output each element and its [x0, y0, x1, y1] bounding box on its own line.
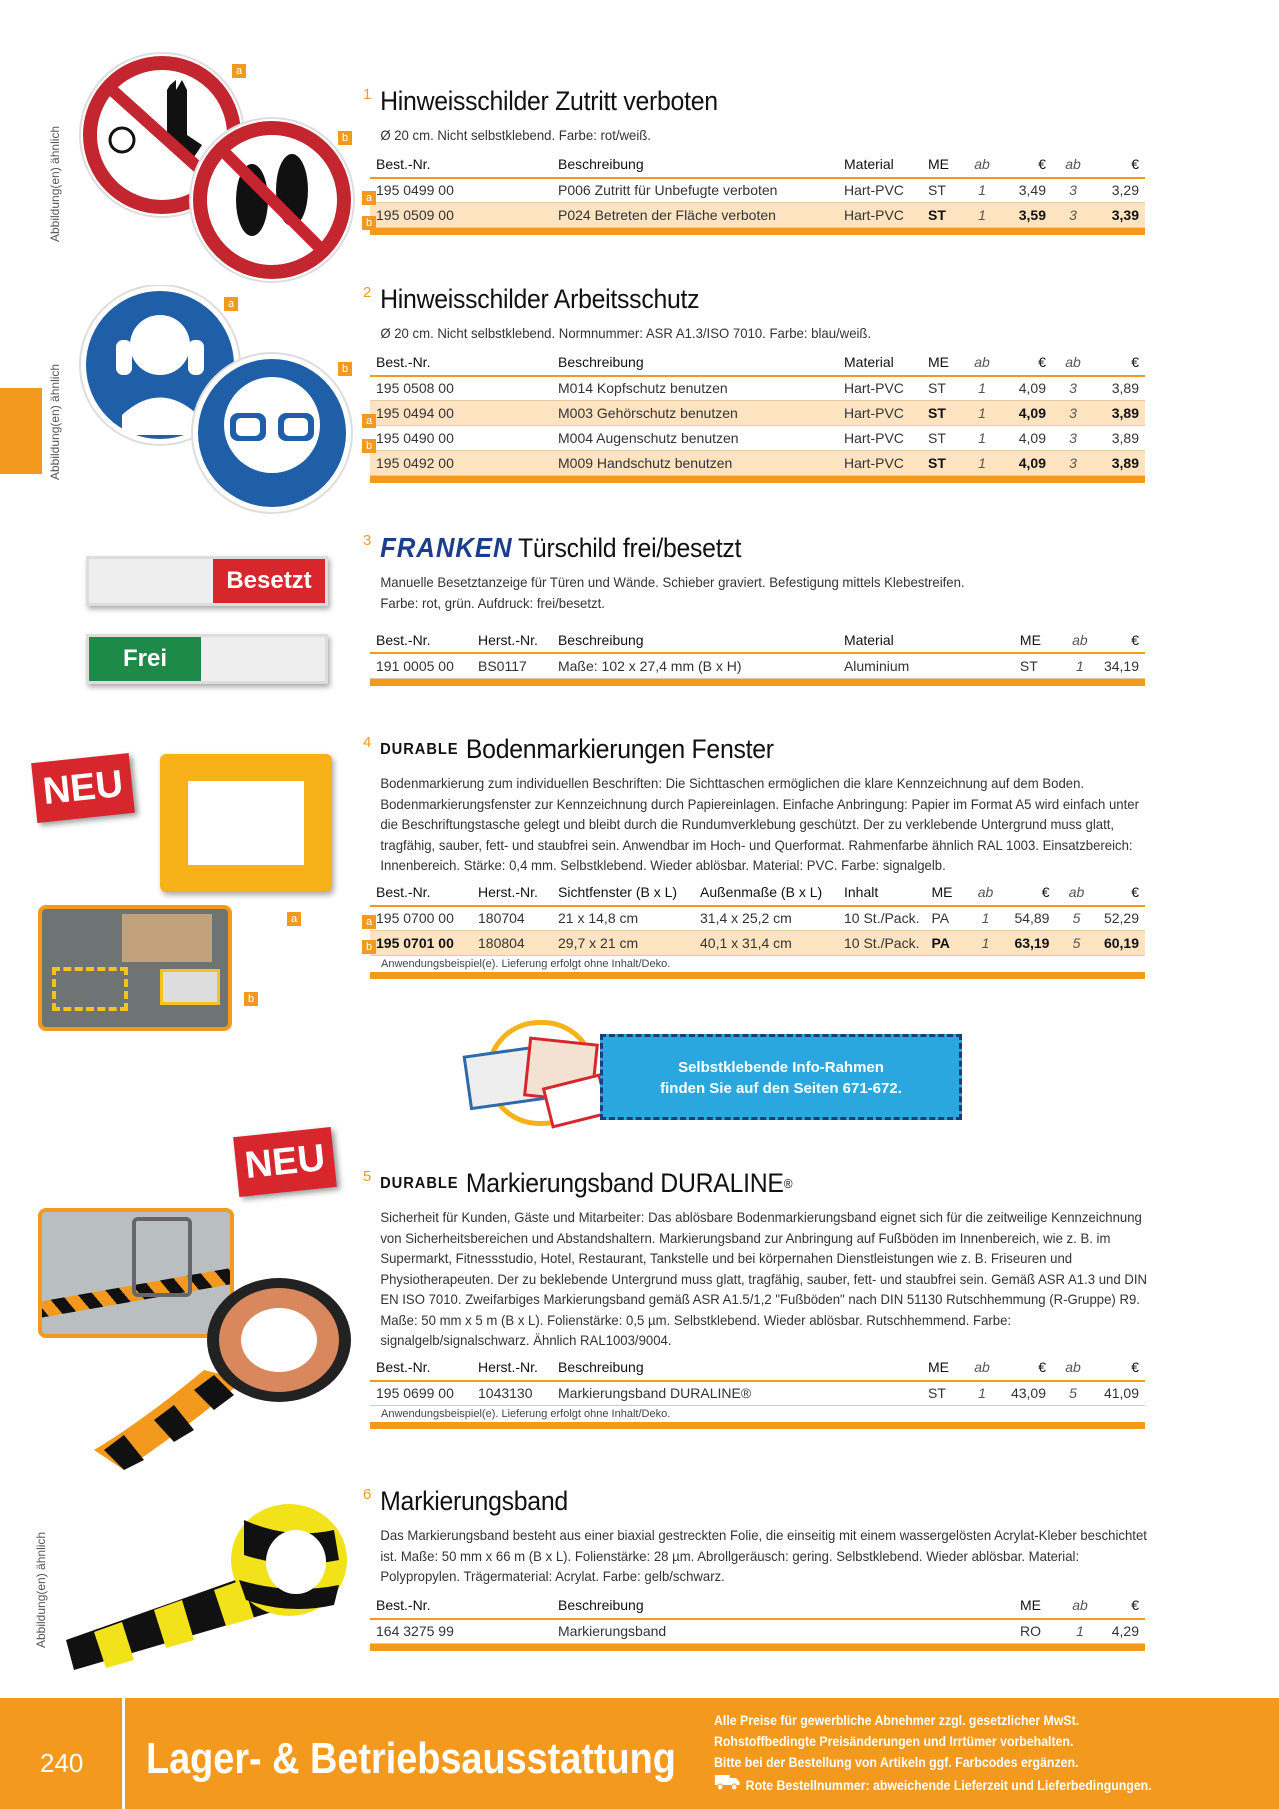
info-box-line1: Selbstklebende Info-Rahmen [678, 1059, 884, 1076]
unit: PA [925, 931, 965, 956]
col-header: Best.-Nr. [370, 350, 552, 376]
product-table [370, 1593, 1145, 1645]
col-header: Herst.-Nr. [472, 880, 552, 906]
door-sign-free [86, 634, 328, 684]
order-number: 195 0508 00 [370, 376, 552, 401]
content: 10 St./Pack. [838, 906, 925, 931]
col-header: ab [1052, 152, 1094, 178]
info-box[interactable] [600, 1034, 962, 1120]
price: 3,59 [1002, 203, 1052, 228]
col-header: € [1002, 1355, 1052, 1381]
price: 3,89 [1094, 401, 1145, 426]
col-header: € [1098, 627, 1145, 653]
col-header: ab [962, 152, 1002, 178]
price: 41,09 [1094, 1381, 1145, 1406]
description: P006 Zutritt für Unbefugte verboten [552, 178, 838, 203]
min-qty: 3 [1052, 376, 1094, 401]
col-header: ME [1014, 1593, 1062, 1619]
price: 3,39 [1094, 203, 1145, 228]
min-qty: 3 [1052, 426, 1094, 451]
section-divider [370, 972, 1145, 979]
unit: RO [1014, 1619, 1062, 1644]
col-header: Best.-Nr. [370, 1593, 552, 1619]
col-header: € [1094, 1355, 1145, 1381]
description: Markierungsband DURALINE® [552, 1381, 922, 1406]
min-qty: 3 [1052, 451, 1094, 476]
product-table [370, 1355, 1145, 1407]
side-label-2: Abbildung(en) ähnlich [48, 363, 62, 480]
section-number: 3 [363, 532, 372, 549]
price: 63,19 [1005, 931, 1055, 956]
row-tag: b [362, 439, 376, 453]
section-2 [363, 284, 1145, 483]
unit: ST [922, 178, 962, 203]
col-header: Herst.-Nr. [472, 1355, 552, 1381]
unit: ST [922, 426, 962, 451]
material: Hart-PVC [838, 451, 922, 476]
description: M009 Handschutz benutzen [552, 451, 838, 476]
mandatory-signs-image [72, 285, 362, 520]
col-header: € [1002, 152, 1052, 178]
section-title: Bodenmarkierungen Fenster [465, 734, 774, 764]
price: 3,49 [1002, 178, 1052, 203]
section-number: 1 [363, 86, 372, 103]
manufacturer-number: 180704 [472, 906, 552, 931]
col-header: Beschreibung [552, 627, 838, 653]
row-tag: a [362, 915, 376, 929]
badge-a: a [287, 912, 301, 926]
window-size: 29,7 x 21 cm [552, 931, 694, 956]
order-number: 191 0005 00 [370, 653, 472, 678]
price: 34,19 [1098, 653, 1145, 678]
product-table [370, 627, 1145, 679]
chapter-title: Lager- & Betriebsausstattung [146, 1734, 676, 1783]
manufacturer-number: 180804 [472, 931, 552, 956]
table-row[interactable] [370, 426, 1145, 451]
order-number: 195 0700 00 [370, 906, 472, 931]
section-title: Hinweisschilder Zutritt verboten [380, 86, 718, 116]
col-header: € [1094, 152, 1145, 178]
material: Hart-PVC [838, 426, 922, 451]
section-description: Das Markierungsband besteht aus einer biaxial gestreckten Folie, die einseitig mit einem wassergelösten Acrylat-Kleber beschichtet ist. Maße: 50 mm x 66 m (B x L). Folienstärke: 28 µm. Abrollgeräusch: gering. Selbstklebend. Wieder ablösbar. Material: Polypropylen. Trägermaterial: Acrylat. Farbe: gelb/schwarz. [380, 1527, 1147, 1584]
page-footer [0, 1698, 1279, 1809]
outer-size: 31,4 x 25,2 cm [694, 906, 838, 931]
col-header: Material [838, 350, 922, 376]
badge-a: a [232, 64, 246, 78]
info-frames-image [466, 1020, 616, 1126]
chapter-tab[interactable] [0, 388, 42, 474]
order-number: 195 0499 00 [370, 178, 552, 203]
table-row[interactable] [370, 401, 1145, 426]
section-note: Anwendungsbeispiel(e). Lieferung erfolgt ohne Inhalt/Deko. [381, 958, 671, 970]
section-note: Anwendungsbeispiel(e). Lieferung erfolgt ohne Inhalt/Deko. [381, 1408, 671, 1420]
table-row[interactable] [370, 906, 1145, 931]
description: Markierungsband [552, 1619, 1014, 1644]
section-title: Markierungsband [380, 1486, 568, 1516]
min-qty: 1 [1062, 1619, 1098, 1644]
order-number: 195 0701 00 [370, 931, 472, 956]
col-header: ab [962, 350, 1002, 376]
row-tag: b [362, 216, 376, 230]
col-header: Beschreibung [552, 152, 838, 178]
table-row[interactable] [370, 376, 1145, 401]
section-description: Sicherheit für Kunden, Gäste und Mitarbeiter: Das ablösbare Bodenmarkierungsband eignet sich für die zeitweilige Kennzeichnung von Sicherheitsbereichen und Abstandshaltern. Markierungsband zur Anbringung auf Fußböden im Innenbereich, wie z. B. im Supermarkt, Fitnessstudio, Hotel, Restaurant, Tankstelle und bei körpernahen Dienstleistungen wie z. B. Friseuren und Physiotherapeuten. Der zu beklebende Untergrund muss glatt, tragfähig, sauber, fett- und staubfrei sein. Gemäß ASR A1.3 und DIN EN ISO 7010. Zweifarbiges Markierungsband gemäß ASR A1.5/1,2 "Fußböden" nach DIN 51130 Rutschhemmung (R-Gruppe) R9. Maße: 50 mm x 5 m (B x L). Folienstärke: 0,5 µm. Selbstklebend. Wieder ablösbar. Rutschhemmend. Farbe: signalgelb/signalschwarz. Ähnlich RAL1003/9004. [380, 1209, 1147, 1348]
col-header: Best.-Nr. [370, 152, 552, 178]
price: 4,09 [1002, 401, 1052, 426]
col-header: Best.-Nr. [370, 880, 472, 906]
material: Aluminium [838, 653, 1014, 678]
col-header: € [1094, 350, 1145, 376]
footer-note: Alle Preise für gewerbliche Abnehmer zzgl. gesetzlicher MwSt. [714, 1712, 1080, 1728]
col-header: Beschreibung [552, 1593, 1014, 1619]
door-sign-busy-label: Besetzt [213, 559, 325, 603]
price: 52,29 [1097, 906, 1145, 931]
min-qty: 5 [1055, 931, 1097, 956]
neu-badge: NEU [233, 1127, 337, 1197]
col-header: ab [962, 1355, 1002, 1381]
price: 4,09 [1002, 426, 1052, 451]
col-header: € [1005, 880, 1055, 906]
neu-badge: NEU [31, 753, 135, 823]
price: 3,29 [1094, 178, 1145, 203]
section-description: Ø 20 cm. Nicht selbstklebend. Normnummer: ASR A1.3/ISO 7010. Farbe: blau/weiß. [380, 325, 872, 341]
min-qty: 1 [965, 931, 1005, 956]
col-header: ab [1062, 1593, 1098, 1619]
col-header: € [1097, 880, 1145, 906]
section-divider [370, 679, 1145, 686]
truck-icon [714, 1773, 740, 1797]
order-number: 195 0699 00 [370, 1381, 472, 1406]
min-qty: 5 [1055, 906, 1097, 931]
price: 3,89 [1094, 451, 1145, 476]
section-description: Bodenmarkierung zum individuellen Beschriften: Die Sichttaschen ermöglichen die klare Kennzeichnung auf dem Boden. Bodenmarkierungsfenster zur Kennzeichnung durch Papiereinlagen. Einfache Anbringung: Papier im Format A5 wird einfach unter die Beschriftungstasche gelegt und bleibt durch die Rundumverklebung geschützt. Der zu verklebende Untergrund muss glatt, tragfähig, sauber, fett- und staubfrei sein. Anwendbar im Hoch- und Querformat. Rahmenfarbe ähnlich RAL 1003. Einsatzbereich: Innenbereich. Stärke: 0,4 mm. Selbstklebend. Wieder ablösbar. Material: PVC. Farbe: signalgelb. [380, 775, 1139, 873]
price: 60,19 [1097, 931, 1145, 956]
door-sign-busy [86, 556, 328, 606]
section-divider [370, 476, 1145, 483]
unit: PA [925, 906, 965, 931]
table-row[interactable] [370, 931, 1145, 956]
table-row[interactable] [370, 451, 1145, 476]
outer-size: 40,1 x 31,4 cm [694, 931, 838, 956]
min-qty: 1 [962, 1381, 1002, 1406]
col-header: ab [1052, 1355, 1094, 1381]
price: 3,89 [1094, 376, 1145, 401]
table-row[interactable] [370, 1381, 1145, 1406]
brand-logo-durable: DURABLE [380, 740, 459, 758]
row-tag: a [362, 414, 376, 428]
unit: ST [922, 451, 962, 476]
col-header: ab [1062, 627, 1098, 653]
min-qty: 5 [1052, 1381, 1094, 1406]
order-number: 164 3275 99 [370, 1619, 552, 1644]
info-box-line2: finden Sie auf den Seiten 671-672. [660, 1080, 902, 1097]
section-title: Markierungsband DURALINE [465, 1168, 784, 1198]
unit: ST [922, 203, 962, 228]
table-row[interactable] [370, 178, 1145, 203]
col-header: ME [925, 880, 965, 906]
manufacturer-number: BS0117 [472, 653, 552, 678]
col-header: Inhalt [838, 880, 925, 906]
material: Hart-PVC [838, 203, 922, 228]
duraline-tape-roll [84, 1270, 354, 1470]
order-number: 195 0490 00 [370, 426, 552, 451]
badge-b: b [338, 362, 352, 376]
price: 43,09 [1002, 1381, 1052, 1406]
section-number: 6 [363, 1486, 372, 1503]
registered-mark: ® [783, 1176, 793, 1191]
col-header: ME [1014, 627, 1062, 653]
footer-note: Rote Bestellnummer: abweichende Lieferzeit und Lieferbedingungen. [745, 1776, 1152, 1793]
description: M003 Gehörschutz benutzen [552, 401, 838, 426]
col-header: Material [838, 152, 922, 178]
section-description: Manuelle Besetztanzeige für Türen und Wände. Schieber graviert. Befestigung mittels Klebestreifen. Farbe: rot, grün. Aufdruck: frei/besetzt. [380, 574, 965, 611]
section-5 [363, 1168, 1147, 1429]
min-qty: 1 [965, 906, 1005, 931]
col-header: Beschreibung [552, 1355, 922, 1381]
price: 4,09 [1002, 376, 1052, 401]
section-number: 5 [363, 1168, 372, 1185]
row-tag: a [362, 191, 376, 205]
marking-tape-roll [64, 1500, 354, 1670]
unit: ST [922, 376, 962, 401]
col-header: € [1002, 350, 1052, 376]
product-table [370, 880, 1145, 957]
col-header: ME [922, 350, 962, 376]
material: Hart-PVC [838, 401, 922, 426]
col-header: ab [1052, 350, 1094, 376]
col-header: Best.-Nr. [370, 627, 472, 653]
section-description: Ø 20 cm. Nicht selbstklebend. Farbe: rot/weiß. [380, 127, 651, 143]
floor-marker-photo [38, 905, 232, 1031]
badge-a: a [224, 297, 238, 311]
sign-no-step [190, 118, 354, 282]
footer-note: Bitte bei der Bestellung von Artikeln ggf. Farbcodes ergänzen. [714, 1754, 1079, 1770]
description: P024 Betreten der Fläche verboten [552, 203, 838, 228]
description: Maße: 102 x 27,4 mm (B x H) [552, 653, 838, 678]
prohibition-signs-image [72, 50, 362, 285]
price: 4,29 [1098, 1619, 1145, 1644]
material: Hart-PVC [838, 178, 922, 203]
order-number: 195 0492 00 [370, 451, 552, 476]
section-1 [363, 86, 1145, 235]
table-row[interactable] [370, 203, 1145, 228]
footer-divider [122, 1698, 125, 1809]
unit: ST [922, 1381, 962, 1406]
table-row[interactable] [370, 1619, 1145, 1644]
section-divider [370, 1422, 1145, 1429]
col-header: Beschreibung [552, 350, 838, 376]
unit: ST [922, 401, 962, 426]
price: 3,89 [1094, 426, 1145, 451]
col-header: € [1098, 1593, 1145, 1619]
badge-b: b [244, 992, 258, 1006]
footer-note: Rohstoffbedingte Preisänderungen und Irrtümer vorbehalten. [714, 1733, 1074, 1749]
section-title: Hinweisschilder Arbeitsschutz [380, 284, 700, 314]
col-header: Außenmaße (B x L) [694, 880, 838, 906]
min-qty: 1 [962, 426, 1002, 451]
brand-logo-durable: DURABLE [380, 1174, 459, 1192]
side-label-3: Abbildung(en) ähnlich [34, 1531, 48, 1648]
unit: ST [1014, 653, 1062, 678]
material: Hart-PVC [838, 376, 922, 401]
min-qty: 1 [962, 451, 1002, 476]
col-header: Herst.-Nr. [472, 627, 552, 653]
section-4 [363, 734, 1145, 979]
description: M014 Kopfschutz benutzen [552, 376, 838, 401]
col-header: ab [965, 880, 1005, 906]
min-qty: 3 [1052, 203, 1094, 228]
price: 4,09 [1002, 451, 1052, 476]
door-sign-free-label: Frei [89, 637, 201, 681]
order-number: 195 0494 00 [370, 401, 552, 426]
col-header: ab [1055, 880, 1097, 906]
page-number: 240 [40, 1748, 84, 1778]
min-qty: 3 [1052, 178, 1094, 203]
min-qty: 3 [1052, 401, 1094, 426]
manufacturer-number: 1043130 [472, 1381, 552, 1406]
product-table [370, 350, 1145, 477]
min-qty: 1 [962, 401, 1002, 426]
floor-marker-window [160, 754, 332, 892]
col-header: Best.-Nr. [370, 1355, 472, 1381]
price: 54,89 [1005, 906, 1055, 931]
section-divider [370, 1644, 1145, 1651]
min-qty: 1 [962, 203, 1002, 228]
col-header: ME [922, 1355, 962, 1381]
col-header: Material [838, 627, 1014, 653]
footer-notes [714, 1710, 1152, 1797]
product-table [370, 152, 1145, 229]
window-size: 21 x 14,8 cm [552, 906, 694, 931]
section-number: 2 [363, 284, 372, 301]
min-qty: 1 [962, 376, 1002, 401]
section-number: 4 [363, 734, 372, 751]
section-title: Türschild frei/besetzt [518, 532, 742, 563]
table-row[interactable] [370, 653, 1145, 678]
brand-logo-franken: FRANKEN [380, 532, 513, 563]
sign-eye-protection [192, 353, 352, 513]
section-divider [370, 228, 1145, 235]
content: 10 St./Pack. [838, 931, 925, 956]
description: M004 Augenschutz benutzen [552, 426, 838, 451]
side-label-1: Abbildung(en) ähnlich [48, 125, 62, 242]
badge-b: b [338, 131, 352, 145]
section-3 [363, 532, 1145, 686]
min-qty: 1 [1062, 653, 1098, 678]
order-number: 195 0509 00 [370, 203, 552, 228]
row-tag: b [362, 940, 376, 954]
col-header: ME [922, 152, 962, 178]
col-header: Sichtfenster (B x L) [552, 880, 694, 906]
min-qty: 1 [962, 178, 1002, 203]
section-6 [363, 1486, 1147, 1651]
